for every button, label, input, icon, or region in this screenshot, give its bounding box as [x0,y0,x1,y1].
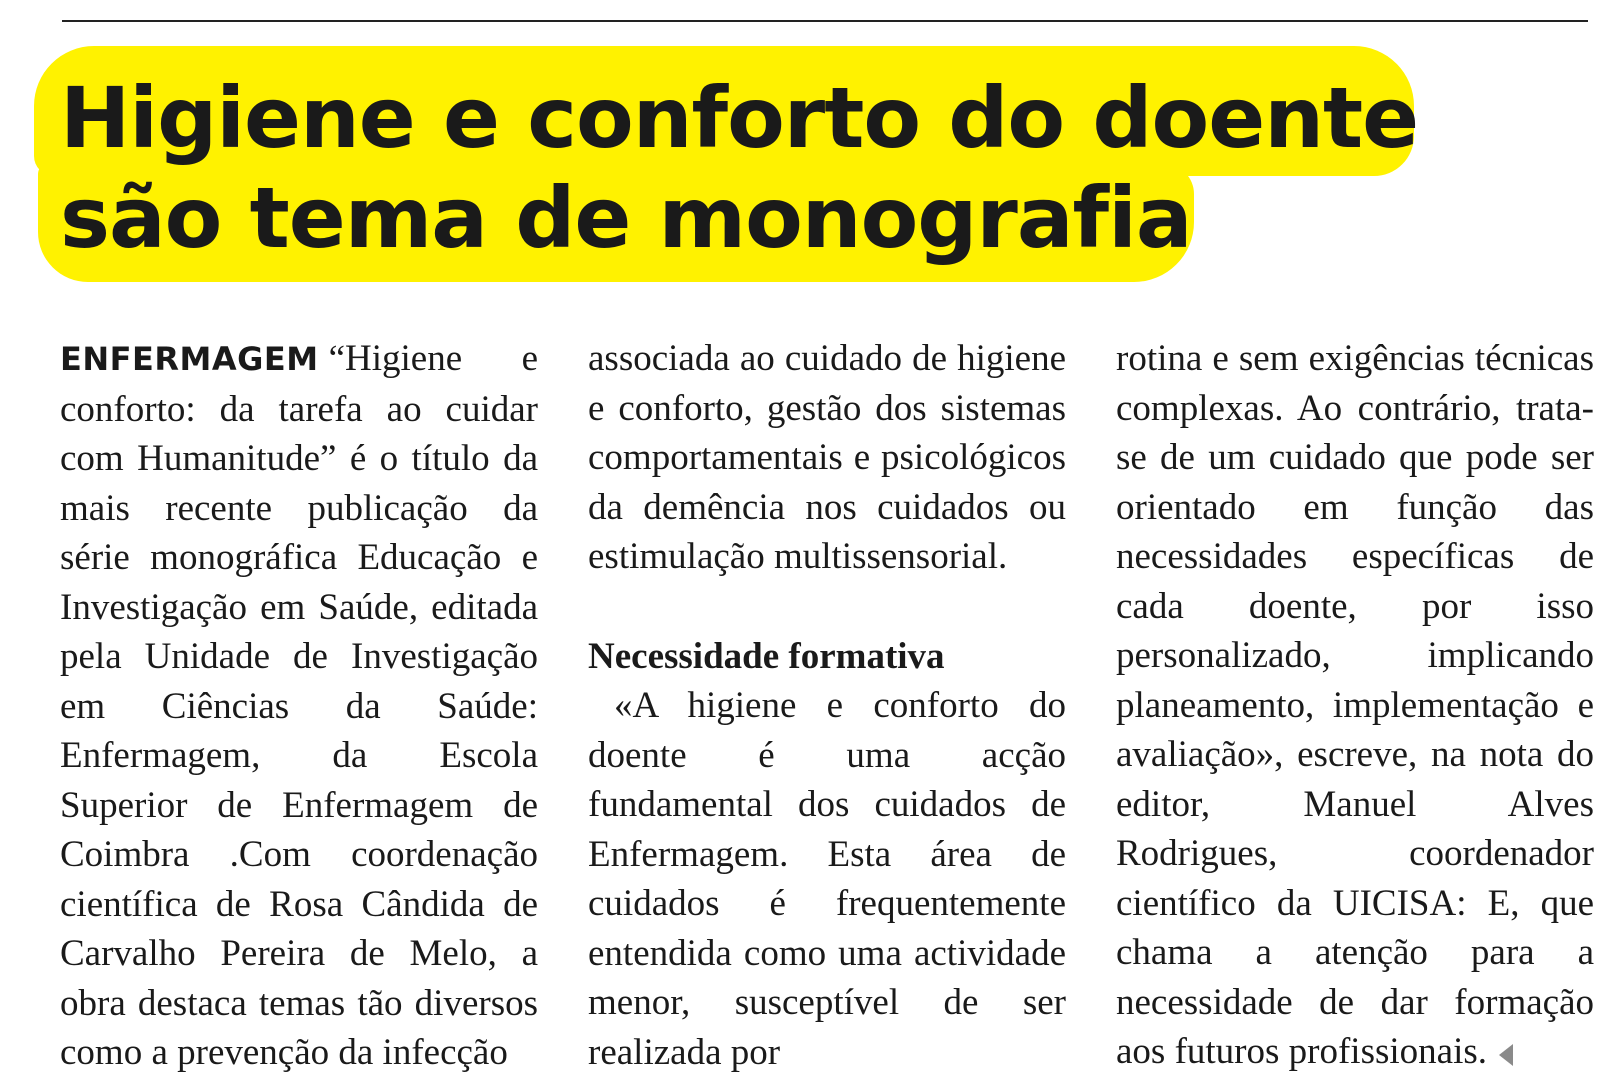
quote-paragraph: «A higiene e conforto do doente é uma acção fundamental dos cuidados de Enfermagem. Esta área de cuidados é frequentemente entendida como uma actividade menor, susceptível de ser realizada por [588,685,1066,1073]
article-column-2 [588,334,1066,1077]
article-column-1 [60,334,538,1078]
headline-line2: são tema de monografia [60,169,1192,267]
headline [60,68,1418,268]
headline-line1: Higiene e conforto do doente [60,69,1419,167]
end-of-article-icon [1499,1044,1513,1066]
column-3-paragraph [1116,334,1594,1077]
article-body [60,334,1594,1091]
subhead: Necessidade formativa [588,635,945,677]
column-2-text: associada ao cuidado de higiene e conforto, gestão dos sistemas comportamentais e psicológicos da demência nos cuidados ou estimulação multissensorial. [588,338,1066,577]
lead-text: “Higiene e conforto: da tarefa ao cuidar com Humanitude” é o título da mais recente publicação da série monográfica Educação e Investigação em Saúde, editada pela Unidade de Investigação em Ciências da Saúde: Enfermagem, da Escola Superior de Enfermagem de Coimbra .Com coordenação científica de Rosa Cândida de Carvalho Pereira de Melo, a obra destaca temas tão diversos como a prevenção da infecção [60,338,538,1073]
top-rule [62,20,1588,22]
kicker: ENFERMAGEM [60,340,319,378]
article-column-3 [1116,334,1594,1077]
lead-paragraph [60,334,538,1078]
column-3-text: rotina e sem exigências técnicas complexas. Ao contrário, trata-se de um cuidado que pode ser orientado em função das necessidades específicas de cada doente, por isso personalizado, implicando planeamento, implementação e avaliação», escreve, na nota do editor, Manuel Alves Rodrigues, coordenador científico da UICISA: E, que chama a atenção para a necessidade de dar formação aos futuros profissionais. [1116,338,1594,1072]
headline-block [34,46,1434,286]
